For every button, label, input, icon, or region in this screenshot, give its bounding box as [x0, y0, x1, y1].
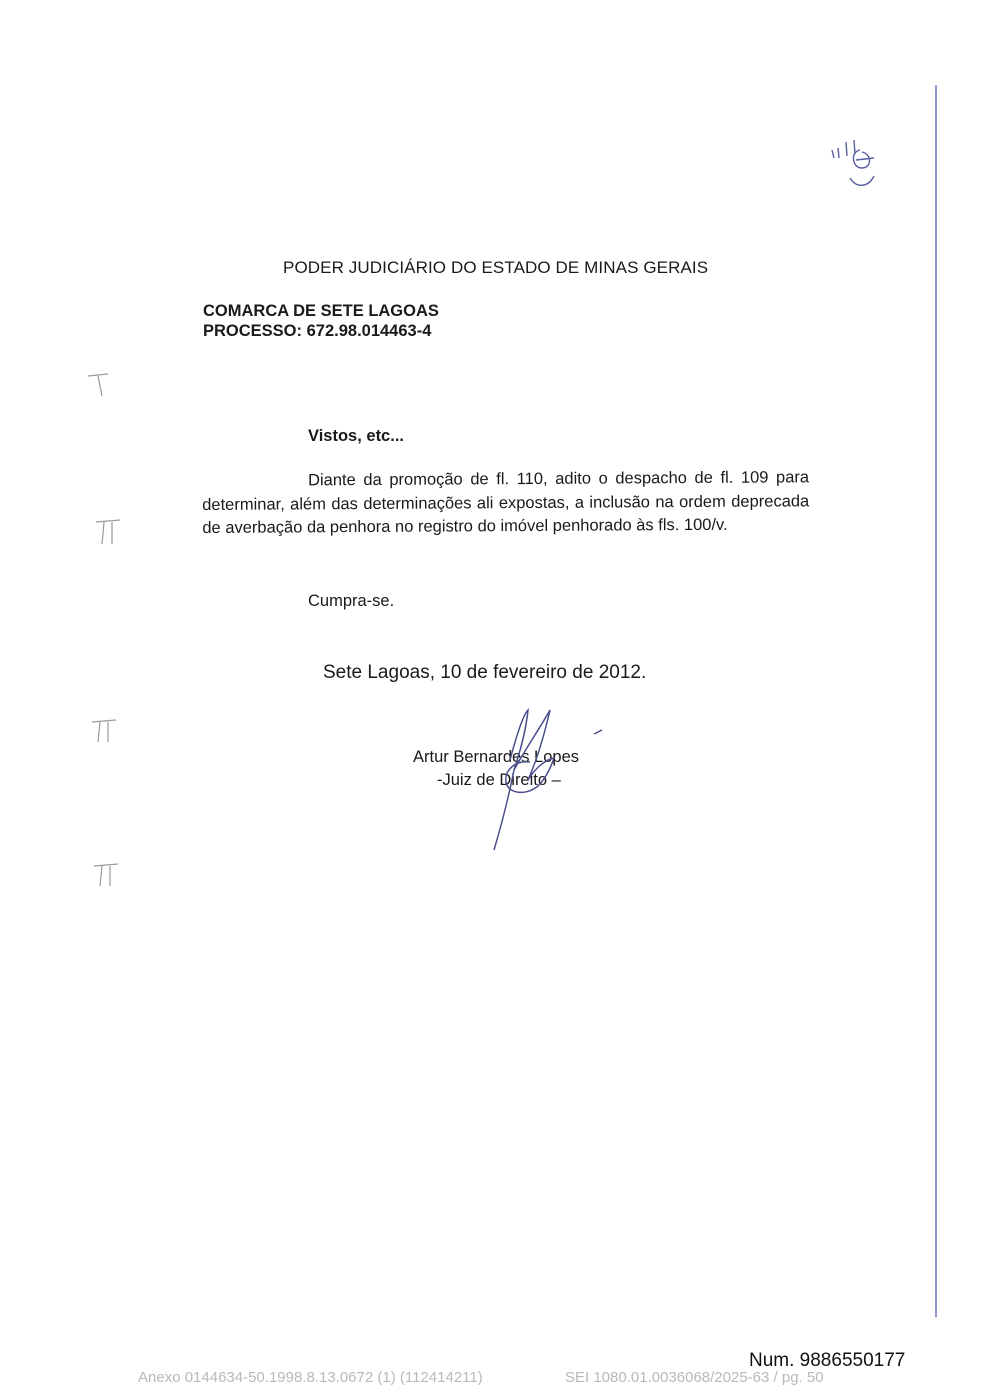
- document-number: Num. 9886550177: [749, 1350, 906, 1371]
- judge-name: Artur Bernardes Lopes: [413, 748, 580, 766]
- body-paragraph: Diante da promoção de fl. 110, adito o despacho de fl. 109 para determinar, além das determinações ali expostas, a inclusão na ordem deprecada de averbação da penhora no registro do imóvel penhorado às fls. 100/v.: [202, 468, 810, 537]
- greeting: Vistos, etc...: [308, 427, 404, 445]
- folio-number-handwritten: [822, 128, 892, 198]
- processo-number: PROCESSO: 672.98.014463-4: [203, 322, 432, 340]
- sei-reference: SEI 1080.01.0036068/2025-63 / pg. 50: [565, 1369, 824, 1386]
- comarca-heading: COMARCA DE SETE LAGOAS: [203, 302, 439, 320]
- body-paragraph-block: [202, 466, 809, 540]
- margin-rule: [935, 85, 937, 1317]
- handwritten-signature: [470, 700, 620, 860]
- paragraph-indent: [202, 485, 308, 486]
- punch-hole-mark: [88, 852, 128, 892]
- judge-role: -Juiz de Direito –: [437, 771, 561, 789]
- closing-order: Cumpra-se.: [308, 592, 395, 610]
- date-line: Sete Lagoas, 10 de fevereiro de 2012.: [323, 662, 647, 683]
- punch-hole-mark: [86, 708, 126, 748]
- punch-hole-mark: [90, 508, 130, 548]
- punch-hole-mark: [80, 362, 120, 402]
- court-header: PODER JUDICIÁRIO DO ESTADO DE MINAS GERAIS: [283, 258, 709, 277]
- attachment-reference: Anexo 0144634-50.1998.8.13.0672 (1) (112414211): [138, 1369, 483, 1386]
